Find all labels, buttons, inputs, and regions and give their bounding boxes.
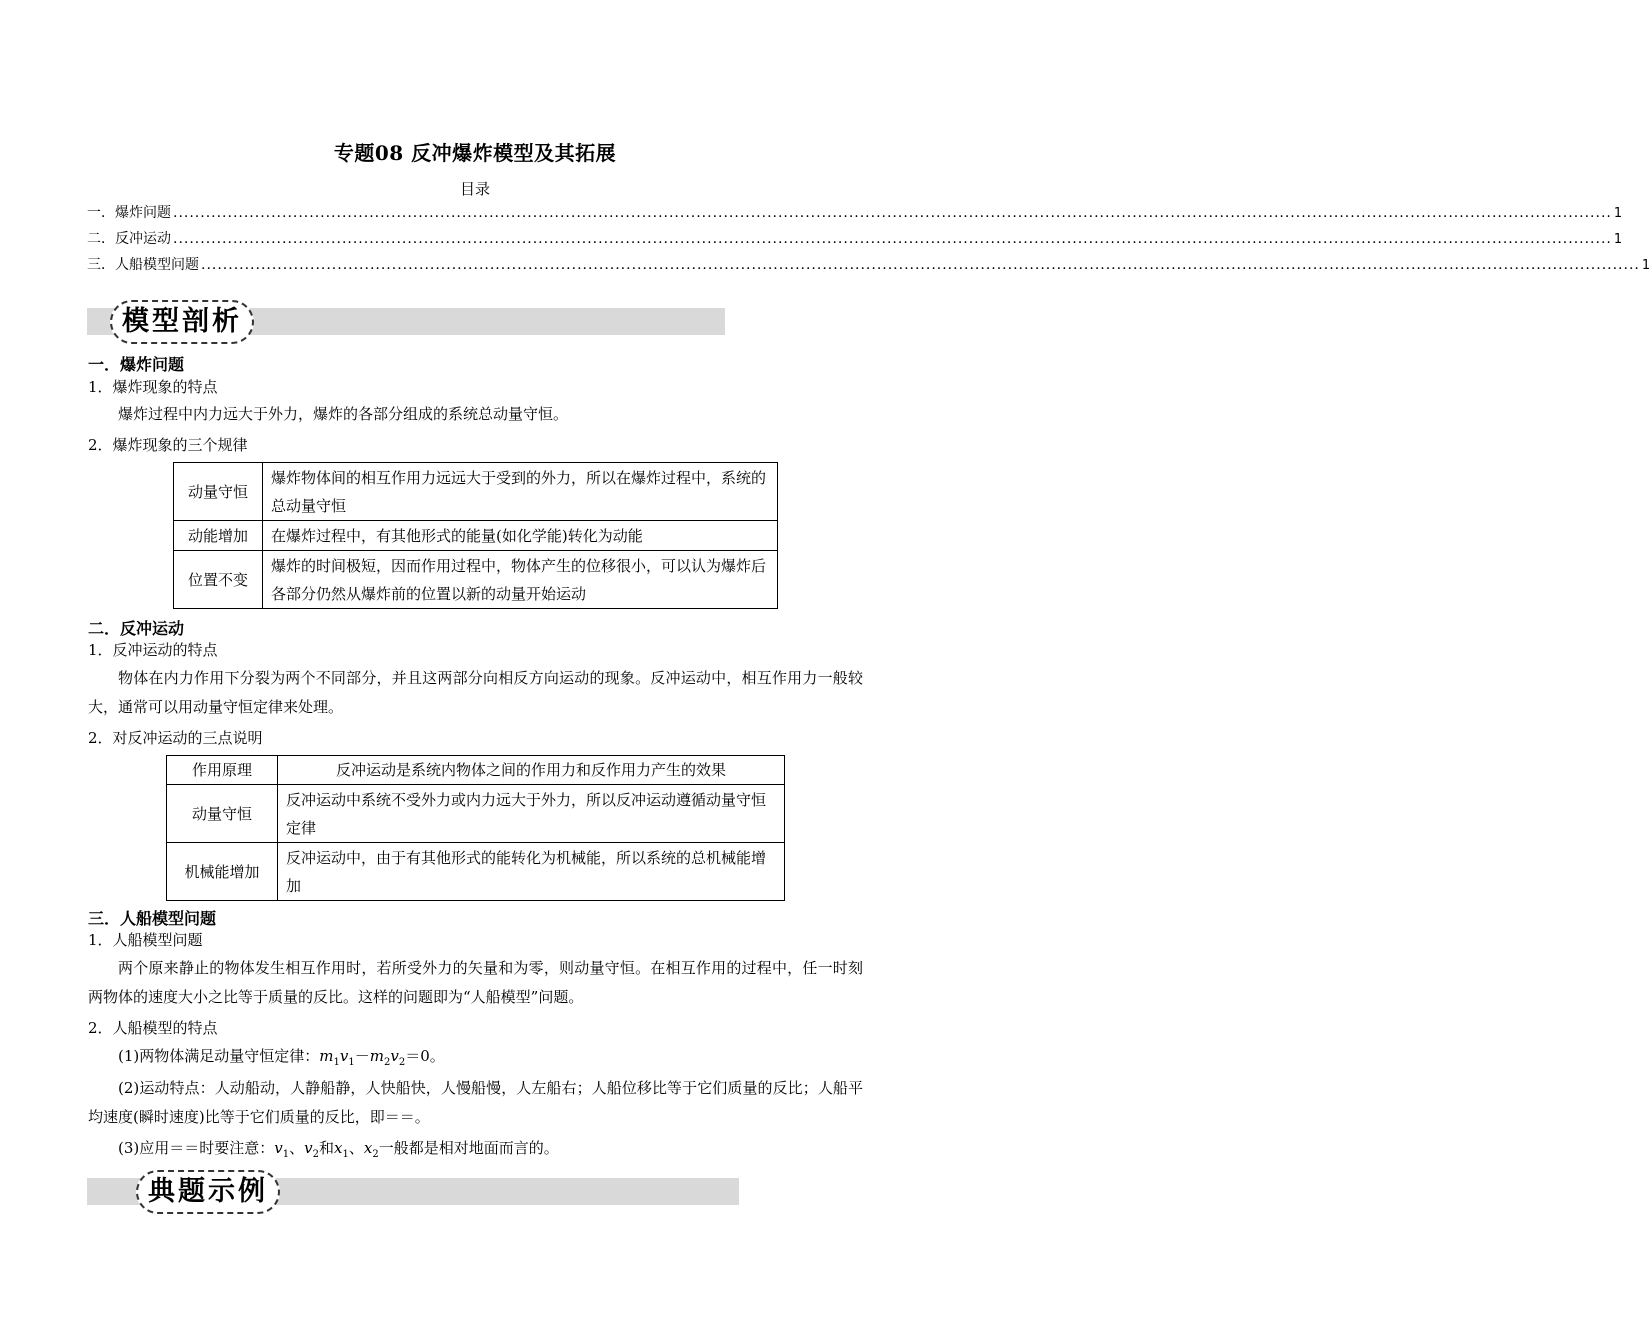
- toc-entry-1[interactable]: [87, 202, 1623, 222]
- table-row: [174, 551, 778, 609]
- toc-entry-3[interactable]: [87, 254, 1650, 274]
- table-row: [174, 463, 778, 521]
- toc-entry-label: 三．人船模型问题: [87, 257, 199, 273]
- table-key-cell: 位置不变: [174, 551, 263, 609]
- table-key-cell: 动量守恒: [167, 785, 278, 843]
- toc-entry-label: 二．反冲运动: [87, 231, 171, 247]
- paragraph: 爆炸过程中内力远大于外力，爆炸的各部分组成的系统总动量守恒。: [118, 405, 569, 423]
- page-title: 专题08 反冲爆炸模型及其拓展: [333, 141, 617, 165]
- subheading: 2．爆炸现象的三个规律: [88, 436, 248, 454]
- table-value-cell: 在爆炸过程中，有其他形式的能量(如化学能)转化为动能: [263, 521, 778, 551]
- feature-item-text: 一般都是相对地面而言的。: [378, 1139, 559, 1157]
- toc-page-number: 1: [1613, 232, 1623, 247]
- table-key-cell: 动量守恒: [174, 463, 263, 521]
- toc-page-number: 1: [1613, 206, 1623, 221]
- momentum-formula: $m_1v_1-m_2v_2$: [319, 1047, 406, 1068]
- explosion-rules-table: [173, 462, 778, 609]
- table-row: [167, 785, 785, 843]
- banner-badge-examples: 典题示例: [136, 1170, 280, 1214]
- recoil-notes-table: [166, 755, 785, 901]
- table-value-cell: 爆炸的时间极短，因而作用过程中，物体产生的位移很小，可以认为爆炸后各部分仍然从爆炸前的位置以新的动量开始运动: [263, 551, 778, 609]
- toc-heading: 目录: [459, 180, 490, 198]
- banner-badge-analysis: 模型剖析: [110, 300, 254, 344]
- table-row: [167, 843, 785, 901]
- section-heading-man-boat: 三．人船模型问题: [88, 909, 217, 928]
- feature-item-2: (2)运动特点：人动船动，人静船静，人快船快，人慢船慢，人左船右；人船位移比等于它们质量的反比；人船平均速度(瞬时速度)比等于它们质量的反比，即＝＝。: [88, 1079, 863, 1126]
- feature-item-text: (1)两物体满足动量守恒定律：: [118, 1047, 320, 1065]
- subheading: 1．反冲运动的特点: [88, 641, 218, 659]
- table-key-cell: 作用原理: [167, 756, 278, 785]
- subheading: 2．对反冲运动的三点说明: [88, 729, 263, 747]
- toc-leader: ........................................................................................................................................................................................................................................................................: [173, 231, 1612, 247]
- paragraph: 物体在内力作用下分裂为两个不同部分，并且这两部分向相反方向运动的现象。反冲运动中，相互作用力一般较大，通常可以用动量守恒定律来处理。: [88, 669, 863, 716]
- toc-entry-2[interactable]: [87, 228, 1623, 248]
- section-heading-recoil: 二．反冲运动: [88, 619, 185, 638]
- table-value-cell: 反冲运动是系统内物体之间的作用力和反作用力产生的效果: [278, 756, 785, 785]
- table-key-cell: 动能增加: [174, 521, 263, 551]
- table-key-cell: 机械能增加: [167, 843, 278, 901]
- variable-list: $v_1$、$v_2$和$x_1$、$x_2$: [274, 1139, 379, 1160]
- section-heading-explosion: 一．爆炸问题: [88, 355, 185, 374]
- table-row: [167, 756, 785, 785]
- toc-page-number: 1: [1641, 258, 1650, 273]
- toc-entry-label: 一．爆炸问题: [87, 205, 171, 221]
- feature-item-1: [118, 1042, 863, 1077]
- toc-leader: ........................................................................................................................................................................................................................................................................: [201, 257, 1640, 273]
- toc-leader: ........................................................................................................................................................................................................................................................................: [173, 205, 1612, 221]
- table-value-cell: 反冲运动中系统不受外力或内力远大于外力，所以反冲运动遵循动量守恒定律: [278, 785, 785, 843]
- feature-item-text: ＝0。: [405, 1047, 445, 1065]
- table-row: [174, 521, 778, 551]
- table-value-cell: 爆炸物体间的相互作用力远远大于受到的外力，所以在爆炸过程中，系统的总动量守恒: [263, 463, 778, 521]
- feature-item-text: (3)应用＝＝时要注意：: [118, 1139, 275, 1157]
- subheading: 2．人船模型的特点: [88, 1019, 218, 1037]
- paragraph: 两个原来静止的物体发生相互作用时，若所受外力的矢量和为零，则动量守恒。在相互作用的过程中，任一时刻两物体的速度大小之比等于质量的反比。这样的问题即为“人船模型”问题。: [88, 959, 863, 1006]
- subheading: 1．爆炸现象的特点: [88, 378, 218, 396]
- subheading: 1．人船模型问题: [88, 931, 203, 949]
- table-value-cell: 反冲运动中，由于有其他形式的能转化为机械能，所以系统的总机械能增加: [278, 843, 785, 901]
- feature-item-3: [118, 1134, 863, 1169]
